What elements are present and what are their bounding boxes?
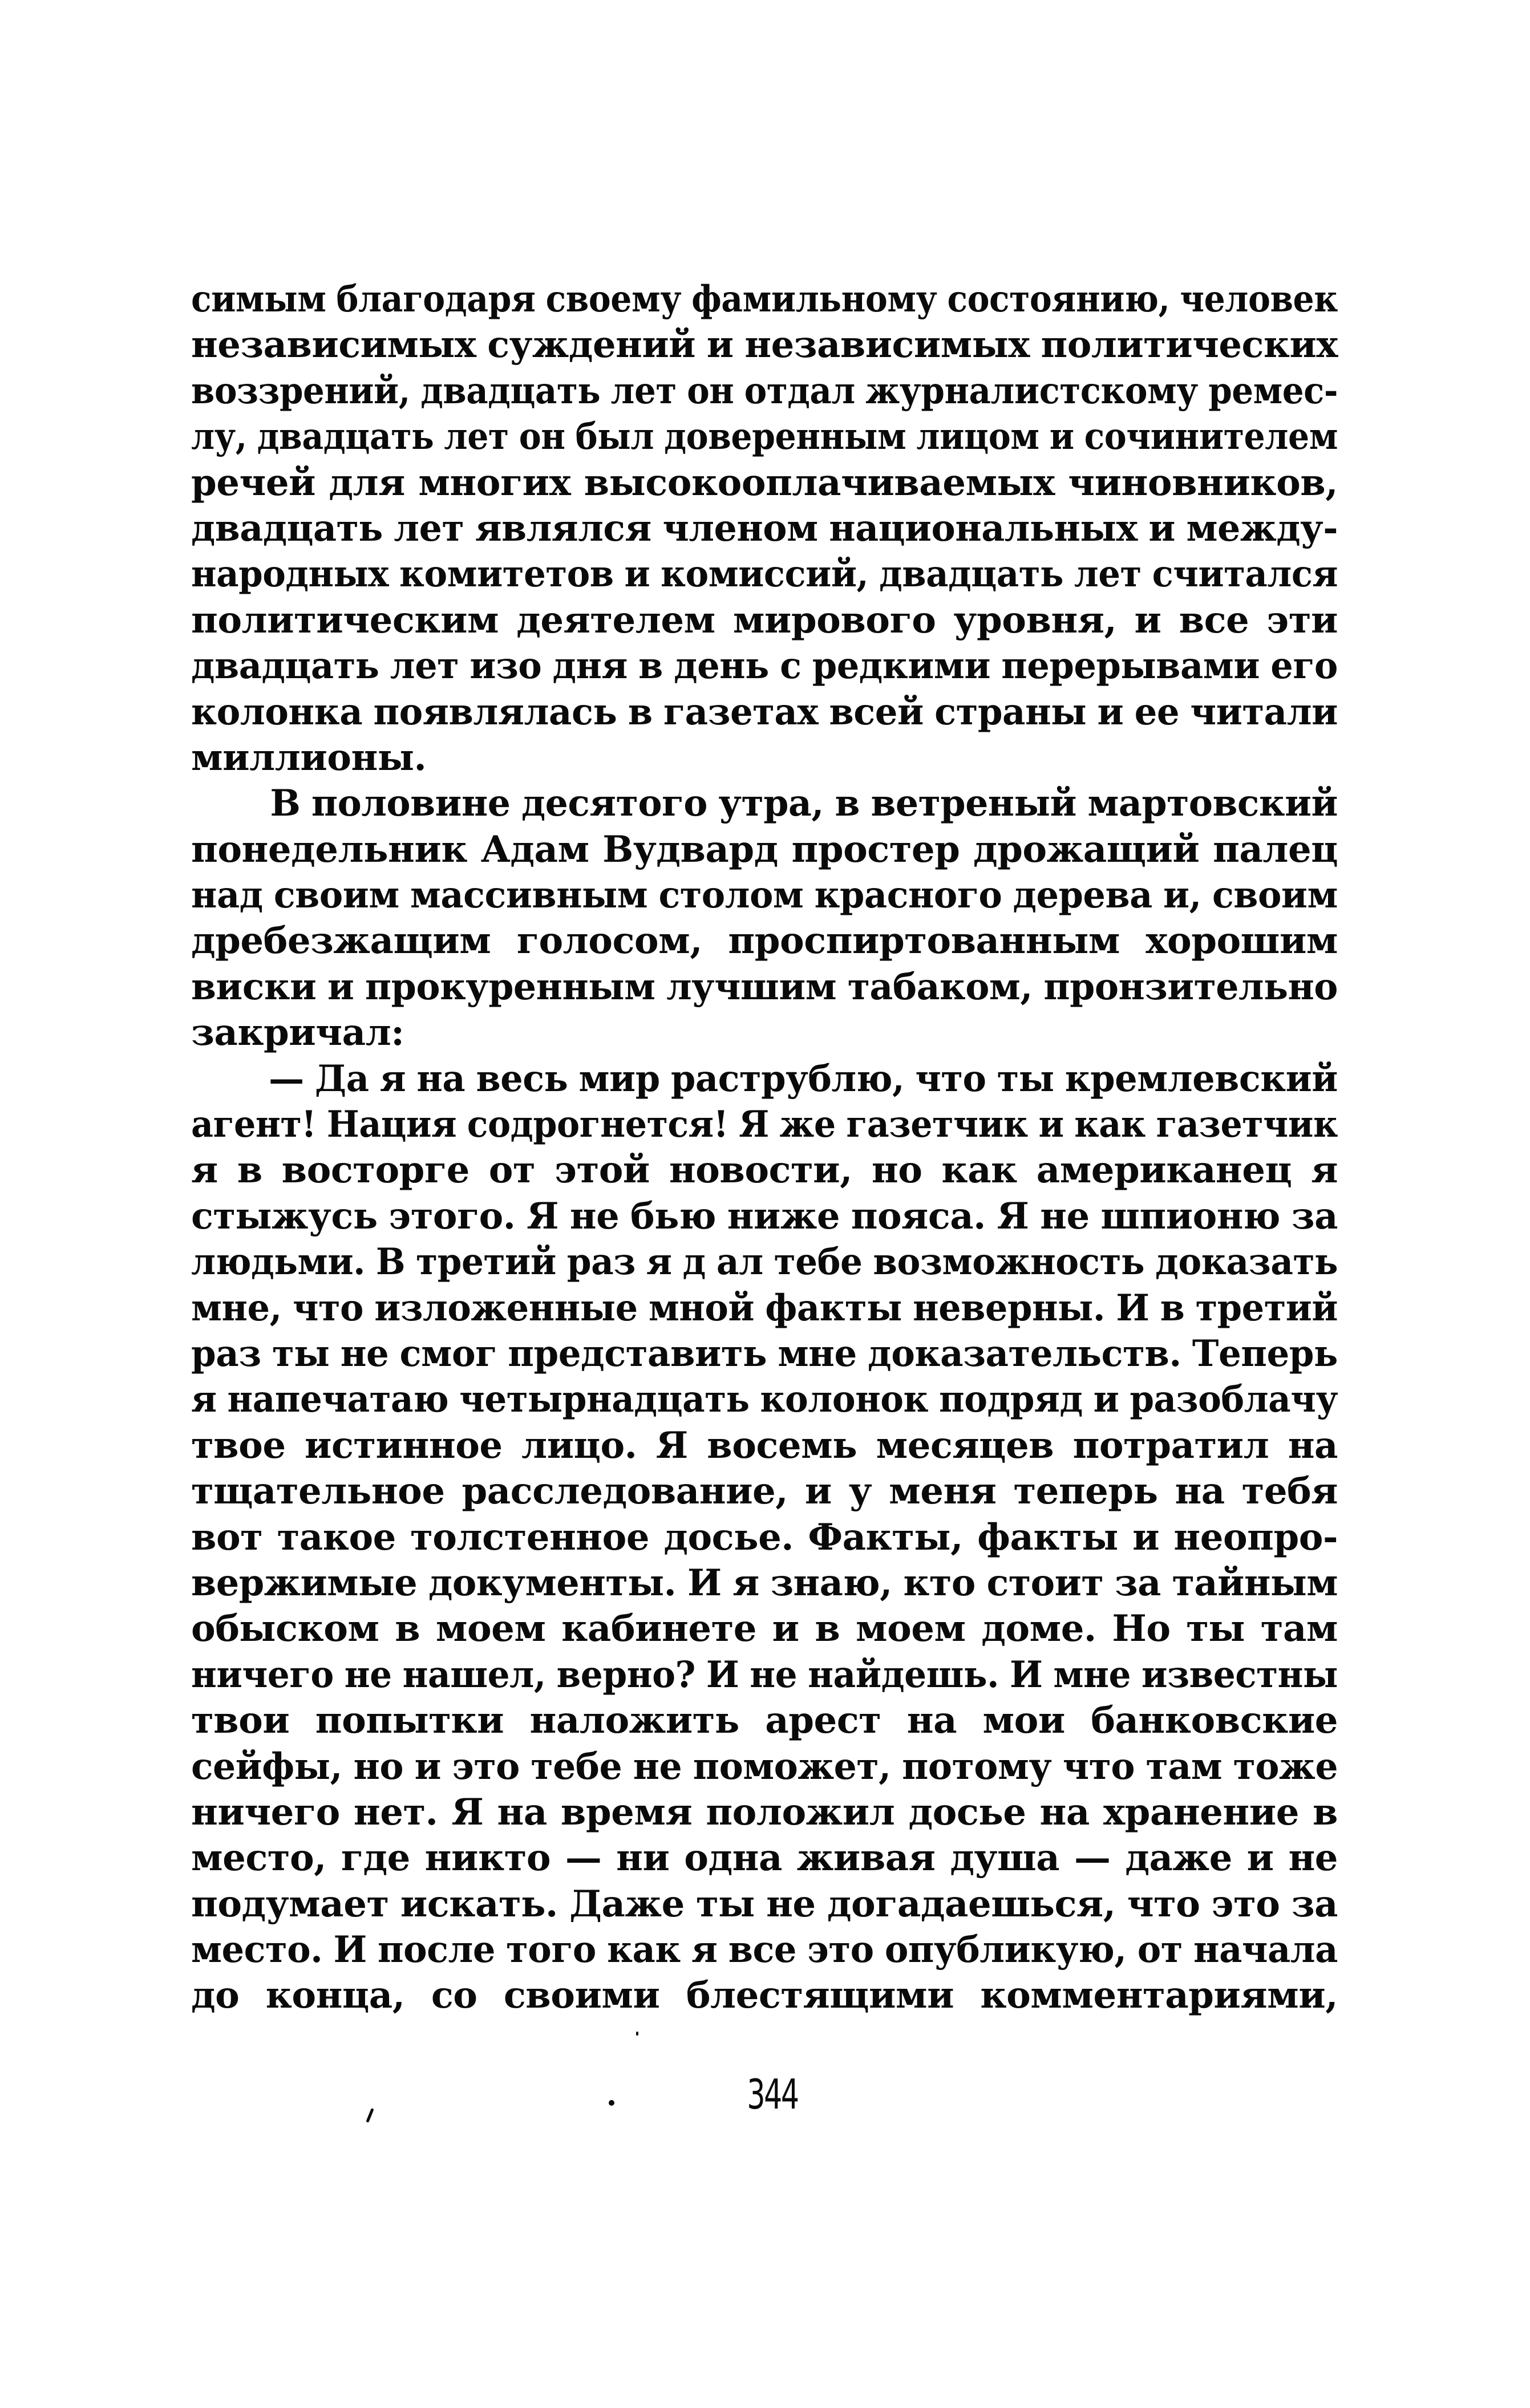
text-line: твои попытки наложить арест на мои банковские (191, 1699, 1338, 1742)
page-number: 344 (747, 2070, 798, 2118)
text-line: ничего нет. Я на время положил досье на хранение в (191, 1790, 1338, 1834)
text-line: независимых суждений и независимых политических (191, 323, 1338, 367)
text-line: сейфы, но и это тебе не поможет, потому что там тоже (191, 1745, 1338, 1788)
text-line: вот такое толстенное досье. Факты, факты и неопро- (191, 1515, 1338, 1559)
text-line: вержимые документы. И я знаю, кто стоит за тайным (191, 1561, 1338, 1604)
text-line: агент! Нация содрогнется! Я же газетчик и как газетчик (191, 1103, 1338, 1146)
text-line: В половине десятого утра, в ветреный мартовский (270, 782, 1338, 825)
paragraph (191, 277, 1338, 781)
text-line: тщательное расследование, и у меня теперь на тебя (191, 1470, 1338, 1513)
scan-artifact-dot (609, 2100, 614, 2106)
text-line: я в восторге от этой новости, но как американец я (191, 1149, 1338, 1192)
text-line: место. И после того как я все это опубликую, от начала (191, 1928, 1338, 1972)
text-line: колонка появлялась в газетах всей страны и ее читали (191, 690, 1338, 733)
text-line: закричал: (191, 1011, 404, 1055)
text-line: миллионы. (191, 736, 427, 779)
text-line: твое истинное лицо. Я восемь месяцев потратил на (191, 1424, 1338, 1467)
text-line: виски и прокуренным лучшим табаком, пронзительно (191, 965, 1338, 1008)
text-line: понедельник Адам Вудвард простер дрожащий палец (191, 828, 1338, 871)
text-line: политическим деятелем мирового уровня, и все эти (191, 598, 1338, 642)
text-line: место, где никто — ни одна живая душа — даже и не (191, 1837, 1338, 1880)
text-line: ничего не нашел, верно? И не найдешь. И мне известны (191, 1653, 1338, 1696)
scan-artifact-mark (366, 2108, 374, 2123)
page-body-text (191, 277, 1338, 2019)
scan-artifact-speck (636, 2032, 638, 2036)
text-line: над своим массивным столом красного дерева и, своим (191, 874, 1338, 917)
text-line: людьми. В третий раз я д ал тебе возможность доказать (191, 1241, 1338, 1284)
text-line: двадцать лет являлся членом национальных и между- (191, 506, 1338, 550)
text-line: стыжусь этого. Я не бью ниже пояса. Я не шпионю за (191, 1194, 1338, 1238)
text-line: народных комитетов и комиссий, двадцать лет считался (191, 553, 1338, 596)
text-line: дребезжащим голосом, проспиртованным хорошим (191, 919, 1338, 963)
text-line: мне, что изложенные мной факты неверны. И в третий (191, 1286, 1338, 1329)
text-line: до конца, со своими блестящими комментариями, (191, 1974, 1338, 2017)
text-line: подумает искать. Даже ты не догадаешься, что это за (191, 1882, 1338, 1925)
text-line: раз ты не смог представить мне доказательств. Теперь (191, 1332, 1338, 1375)
text-line: — Да я на весь мир раструблю, что ты кремлевский (269, 1057, 1338, 1100)
text-line: воззрений, двадцать лет он отдал журналистскому ремес- (191, 369, 1338, 412)
text-line: обыском в моем кабинете и в моем доме. Но ты там (191, 1607, 1338, 1651)
paragraph (191, 1056, 1338, 2019)
paragraph (191, 781, 1338, 1056)
text-line: речей для многих высокооплачиваемых чиновников, (191, 461, 1338, 504)
text-line: я напечатаю четырнадцать колонок подряд и разоблачу (191, 1378, 1338, 1421)
text-line: симым благодаря своему фамильному состоянию, человек (191, 278, 1338, 321)
text-line: двадцать лет изо дня в день с редкими перерывами его (191, 644, 1338, 688)
text-line: лу, двадцать лет он был доверенным лицом и сочинителем (191, 415, 1338, 459)
